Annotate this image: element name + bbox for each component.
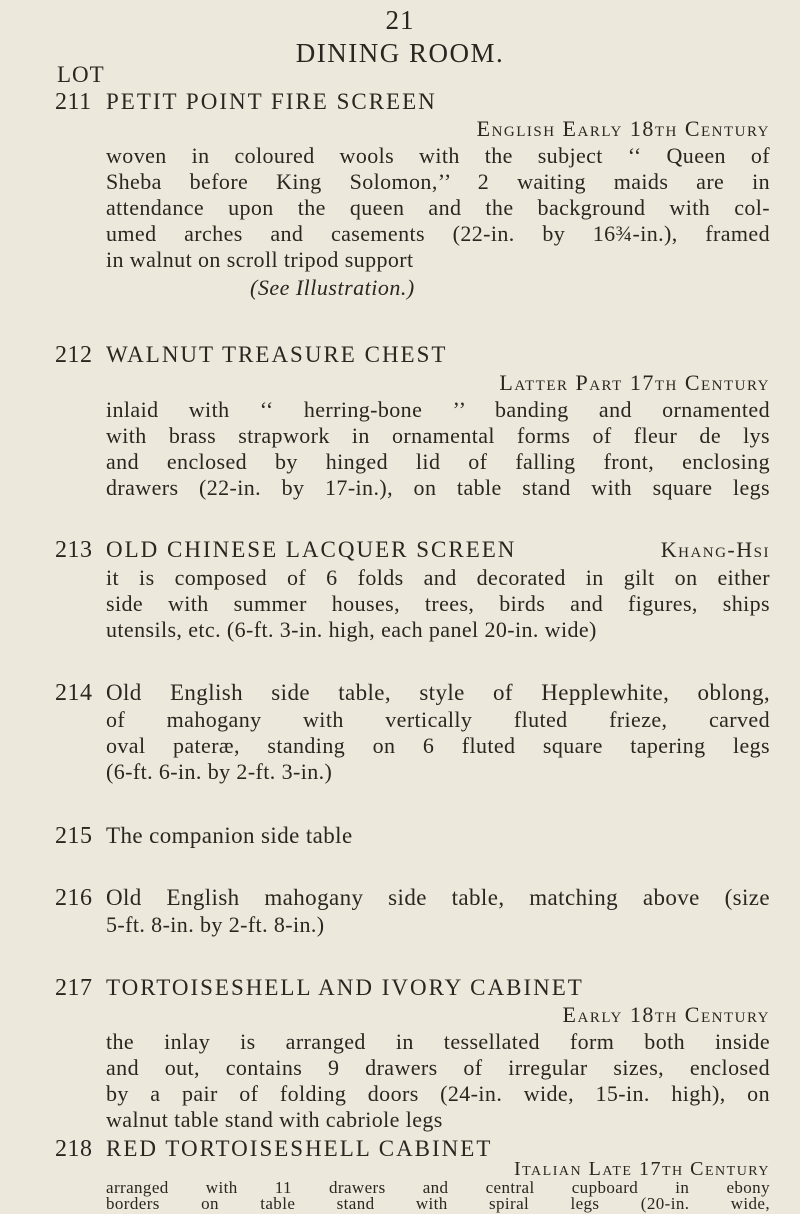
lot-description-line: arranged with 11 drawers and central cupboard in ebony: [106, 1178, 770, 1197]
page-number: 21: [385, 5, 415, 35]
lot-description-line: and out, contains 9 drawers of irregular sizes, enclosed: [106, 1055, 770, 1080]
lot-description-line: Old English side table, style of Hepplewhite, oblong,: [106, 680, 770, 705]
lot-description-line: 5-ft. 8-in. by 2-ft. 8-in.): [106, 912, 325, 937]
lot-description-line: the inlay is arranged in tessellated form both inside: [106, 1029, 770, 1054]
lot-description-line: by a pair of folding doors (24-in. wide, 15-in. high), on: [106, 1081, 770, 1106]
lot-description-line: drawers (22-in. by 17-in.), on table stand with square legs: [106, 475, 770, 500]
lot-number: 213: [55, 537, 93, 563]
lot-title: TORTOISESHELL AND IVORY CABINET: [106, 975, 584, 1000]
lot-number: 211: [55, 89, 92, 115]
lot-description-line: it is composed of 6 folds and decorated in gilt on either: [106, 565, 770, 590]
lot-description-line: and enclosed by hinged lid of falling front, enclosing: [106, 449, 770, 474]
lot-description-line: walnut table stand with cabriole legs: [106, 1107, 443, 1132]
section-title: DINING ROOM.: [295, 38, 505, 68]
lot-title: PETIT POINT FIRE SCREEN: [106, 89, 437, 114]
lot-description-line: side with summer houses, trees, birds and figures, ships: [106, 591, 770, 616]
lot-period: Latter Part 17th Century: [499, 370, 770, 395]
lot-title: OLD CHINESE LACQUER SCREEN: [106, 537, 517, 562]
lot-description-line: oval pateræ, standing on 6 fluted square tapering legs: [106, 733, 770, 758]
lot-description-line: inlaid with ‘‘ herring-bone ’’ banding and ornamented: [106, 397, 770, 422]
lot-number: 215: [55, 823, 93, 849]
lot-description-line: umed arches and casements (22-in. by 16¾-in.), framed: [106, 221, 770, 246]
lot-period: Italian Late 17th Century: [513, 1158, 770, 1180]
lot-period: Early 18th Century: [562, 1002, 770, 1027]
lot-description-line: with brass strapwork in ornamental forms of fleur de lys: [106, 423, 770, 448]
lot-number: 218: [55, 1136, 93, 1162]
lot-description-line: Sheba before King Solomon,’’ 2 waiting maids are in: [106, 169, 770, 194]
lot-description-line: of mahogany with vertically fluted frieze, carved: [106, 707, 770, 732]
lot-title: RED TORTOISESHELL CABINET: [106, 1136, 493, 1161]
lot-period: English Early 18th Century: [476, 116, 770, 141]
lot-number: 216: [55, 885, 93, 911]
lot-description-line: utensils, etc. (6-ft. 3-in. high, each panel 20-in. wide): [106, 617, 597, 642]
illustration-note: (See Illustration.): [250, 275, 415, 300]
lot-description-line: in walnut on scroll tripod support: [106, 247, 414, 272]
lot-description-line: attendance upon the queen and the background with col-: [106, 195, 770, 220]
lot-column-header: LOT: [57, 62, 105, 87]
lot-description-line: borders on table stand with spiral legs (20-in. wide,: [106, 1194, 770, 1213]
lot-description-line: (6-ft. 6-in. by 2-ft. 3-in.): [106, 759, 333, 784]
lot-title: WALNUT TREASURE CHEST: [106, 342, 448, 367]
lot-description-line: Old English mahogany side table, matching above (size: [106, 885, 770, 910]
lot-number: 217: [55, 975, 93, 1001]
lot-description-line: woven in coloured wools with the subject ‘‘ Queen of: [106, 143, 770, 168]
lot-period: Khang-Hsi: [660, 537, 770, 562]
lot-number: 214: [55, 680, 93, 706]
lot-description-line: The companion side table: [106, 823, 353, 848]
lot-number: 212: [55, 342, 93, 368]
